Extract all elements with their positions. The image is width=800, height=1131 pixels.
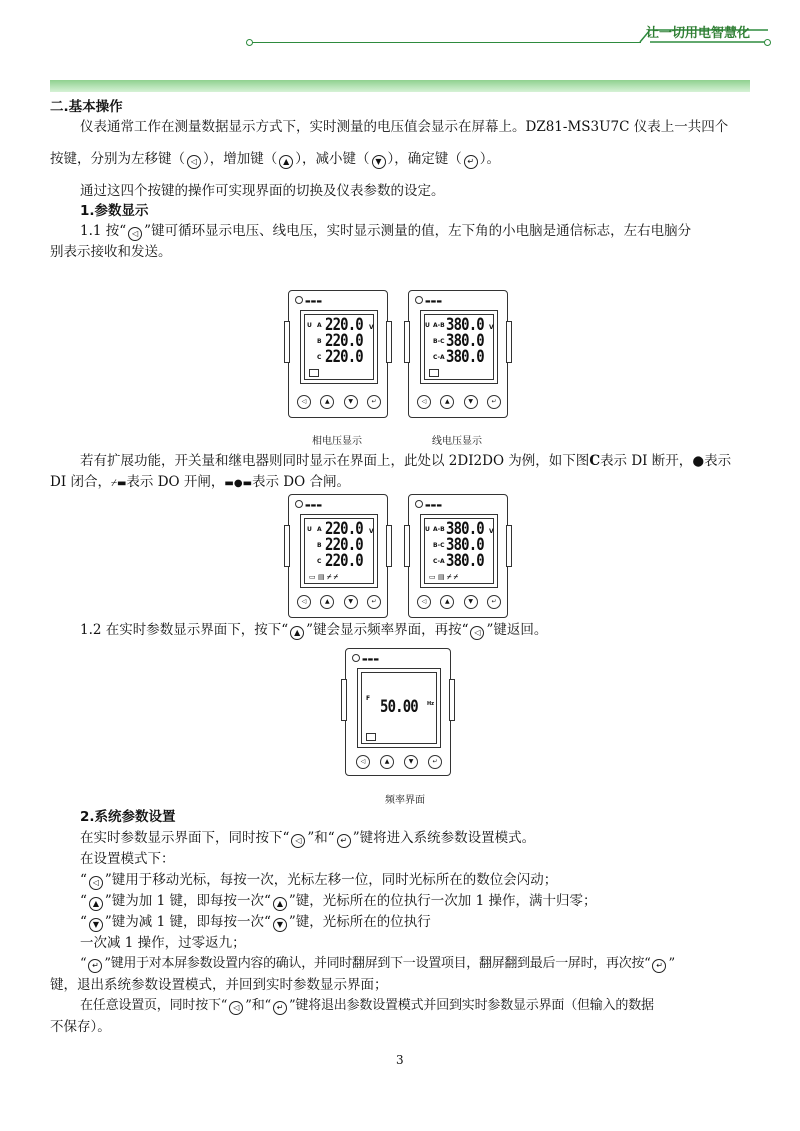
sub2-line-8: 键，退出系统参数设置模式，并回到实时参数显示界面；	[50, 977, 388, 993]
meter-logo-icon: ▬▬▬	[295, 500, 322, 509]
up-key-icon: ▲	[380, 755, 394, 769]
enter-key-icon: ↵	[487, 595, 501, 609]
reading-ca: 380.0	[446, 347, 484, 367]
up-key-icon: ▲	[89, 897, 103, 911]
reading-ab: 380.0	[446, 519, 484, 539]
up-key-icon: ▲	[279, 155, 293, 169]
meter-phase-voltage	[288, 290, 388, 418]
di-open-icon: C	[589, 453, 601, 469]
up-key-icon: ▲	[440, 595, 454, 609]
reading-c: 220.0	[325, 551, 363, 571]
io-status-icons: ▭ ▤ ⌿ ⌿	[309, 573, 338, 581]
intro-line-1: 仪表通常工作在测量数据显示方式下，实时测量的电压值会显示在屏幕上。DZ81-MS3U7C 仪表上一共四个	[80, 119, 729, 135]
up-key-icon: ▲	[320, 595, 334, 609]
reading-ab: 380.0	[446, 315, 484, 335]
meter-screen: U A-B B-C C-A 380.0 380.0 380.0 V	[420, 310, 498, 384]
meter-clip-left	[284, 321, 290, 363]
enter-key-icon: ↵	[88, 959, 102, 973]
do-closed-icon: ▬●▬	[224, 478, 253, 489]
reading-a: 220.0	[325, 315, 363, 335]
reading-a: 220.0	[325, 519, 363, 539]
header-rule-dot-left	[246, 39, 253, 46]
down-key-icon: ▼	[344, 395, 358, 409]
left-key-icon: ◁	[470, 626, 484, 640]
computer-icon	[366, 733, 376, 741]
meter-clip-left	[404, 321, 410, 363]
left-key-icon: ◁	[187, 155, 201, 169]
sub1-para1-line2: 别表示接收和发送。	[50, 244, 172, 260]
meter-logo-icon: ▬▬▬	[352, 654, 379, 663]
down-key-icon: ▼	[372, 155, 386, 169]
sub2-line-3: “ ◁ ”键用于移动光标，每按一次，光标左移一位，同时光标所在的数位会闪动；	[80, 872, 558, 888]
enter-key-icon: ↵	[487, 395, 501, 409]
enter-key-icon: ↵	[273, 1001, 287, 1015]
section-title: 二.基本操作	[50, 99, 123, 115]
meter-logo-icon: ▬▬▬	[415, 500, 442, 509]
meter-button-row	[356, 755, 442, 769]
meter-frequency	[345, 648, 451, 776]
meter-clip-right	[506, 321, 512, 363]
header-rule-dot-right	[764, 39, 771, 46]
down-key-icon: ▼	[273, 918, 287, 932]
sub2-line-1: 在实时参数显示界面下，同时按下“ ◁ ”和“ ↵ ”键将进入系统参数设置模式。	[80, 830, 536, 846]
meter-screen: F 50.00 Hz	[357, 668, 441, 748]
enter-key-icon: ↵	[428, 755, 442, 769]
meter-line-voltage	[408, 290, 508, 418]
enter-key-icon: ↵	[652, 959, 666, 973]
enter-key-icon: ↵	[367, 395, 381, 409]
sub2-line-10: 不保存）。	[50, 1019, 111, 1035]
meter-button-row	[297, 595, 381, 609]
io-status-icons: ▭ ▤ ⌿ ⌿	[429, 573, 458, 581]
up-key-icon: ▲	[273, 897, 287, 911]
sub1-para2-line2: DI 闭合，⌿▬表示 DO 开闸，▬●▬表示 DO 合闸。	[50, 474, 350, 490]
meter-logo-icon: ▬▬▬	[415, 296, 442, 305]
meter-clip-left	[404, 525, 410, 567]
meter-clip-right	[386, 525, 392, 567]
meter-screen: U A-B B-C C-A 380.0 380.0 380.0 V ▭ ▤ ⌿ ⌿	[420, 514, 498, 588]
sub1-para2-line1: 若有扩展功能，开关量和继电器则同时显示在界面上，此处以 2DI2DO 为例，如下图C表示 DI 断开，●表示	[80, 453, 732, 469]
meter-button-row	[297, 395, 381, 409]
enter-key-icon: ↵	[464, 155, 478, 169]
left-key-icon: ◁	[128, 227, 142, 241]
section-banner-bar	[50, 80, 750, 92]
meter-screen: U A B C 220.0 220.0 220.0 V	[300, 310, 378, 384]
up-key-icon: ▲	[320, 395, 334, 409]
sub2-line-5: “ ▼ ”键为减 1 键，即每按一次“ ▼ ”键，光标所在的位执行	[80, 914, 431, 930]
meter-button-row	[417, 595, 501, 609]
reading-c: 220.0	[325, 347, 363, 367]
caption-line-voltage: 线电压显示	[432, 436, 482, 447]
meter-clip-right	[449, 679, 455, 721]
up-key-icon: ▲	[290, 626, 304, 640]
left-key-icon: ◁	[297, 595, 311, 609]
left-key-icon: ◁	[291, 834, 305, 848]
meter-clip-right	[386, 321, 392, 363]
meter-logo-icon: ▬▬▬	[295, 296, 322, 305]
sub2-line-6: 一次减 1 操作，过零返九；	[80, 935, 246, 951]
down-key-icon: ▼	[404, 755, 418, 769]
meter-clip-right	[506, 525, 512, 567]
page-number: 3	[396, 1053, 404, 1067]
left-key-icon: ◁	[417, 395, 431, 409]
do-open-icon: ⌿▬	[110, 478, 127, 489]
left-key-icon: ◁	[356, 755, 370, 769]
subsection-2-title: 2.系统参数设置	[80, 809, 176, 825]
left-key-icon: ◁	[89, 876, 103, 890]
sub2-line-9: 在任意设置页，同时按下“ ◁ ”和“ ↵ ”键将退出参数设置模式并回到实时参数显示界面（但输入的数据	[80, 998, 654, 1013]
caption-frequency: 频率界面	[385, 795, 425, 806]
reading-b: 220.0	[325, 331, 363, 351]
left-key-icon: ◁	[229, 1001, 243, 1015]
caption-phase-voltage: 相电压显示	[312, 436, 362, 447]
sub1-para1-line1: 1.1 按“ ◁ ”键可循环显示电压、线电压，实时显示测量的值，左下角的小电脑是通信标志，左右电脑分	[80, 223, 692, 239]
subsection-1-title: 1.参数显示	[80, 203, 149, 219]
sub2-line-4: “ ▲ ”键为加 1 键，即每按一次“ ▲ ”键，光标所在的位执行一次加 1 操作，满十归零；	[80, 893, 597, 909]
meter-clip-left	[341, 679, 347, 721]
down-key-icon: ▼	[89, 918, 103, 932]
intro-line-2: 按键，分别为左移键（ ◁ ），增加键（ ▲ ），减小键（ ▼ ），确定键（ ↵ ）。	[50, 151, 500, 167]
reading-ca: 380.0	[446, 551, 484, 571]
sub2-line-2: 在设置模式下：	[80, 851, 175, 867]
enter-key-icon: ↵	[337, 834, 351, 848]
sub2-line-7: “ ↵ ”键用于对本屏参数设置内容的确认，并同时翻屏到下一设置项目，翻屏翻到最后一屏时，再次按“ ↵ ”	[80, 956, 675, 971]
computer-icon	[309, 369, 319, 377]
meter-screen: U A B C 220.0 220.0 220.0 V ▭ ▤ ⌿ ⌿	[300, 514, 378, 588]
intro-line-3: 通过这四个按键的操作可实现界面的切换及仪表参数的设定。	[80, 183, 445, 199]
reading-bc: 380.0	[446, 535, 484, 555]
sub1-para3: 1.2 在实时参数显示界面下，按下“ ▲ ”键会显示频率界面，再按“ ◁ ”键返回。	[80, 622, 548, 638]
meter-phase-voltage-io	[288, 494, 388, 618]
reading-frequency: 50.00	[380, 697, 418, 717]
computer-icon	[429, 369, 439, 377]
header-slogan: 让一切用电智慧化	[646, 26, 751, 41]
down-key-icon: ▼	[464, 595, 478, 609]
left-key-icon: ◁	[417, 595, 431, 609]
down-key-icon: ▼	[464, 395, 478, 409]
down-key-icon: ▼	[344, 595, 358, 609]
header-rule	[248, 42, 641, 43]
enter-key-icon: ↵	[367, 595, 381, 609]
reading-bc: 380.0	[446, 331, 484, 351]
up-key-icon: ▲	[440, 395, 454, 409]
meter-button-row	[417, 395, 501, 409]
meter-clip-left	[284, 525, 290, 567]
left-key-icon: ◁	[297, 395, 311, 409]
reading-b: 220.0	[325, 535, 363, 555]
di-closed-icon: ●	[692, 453, 705, 469]
meter-line-voltage-io	[408, 494, 508, 618]
